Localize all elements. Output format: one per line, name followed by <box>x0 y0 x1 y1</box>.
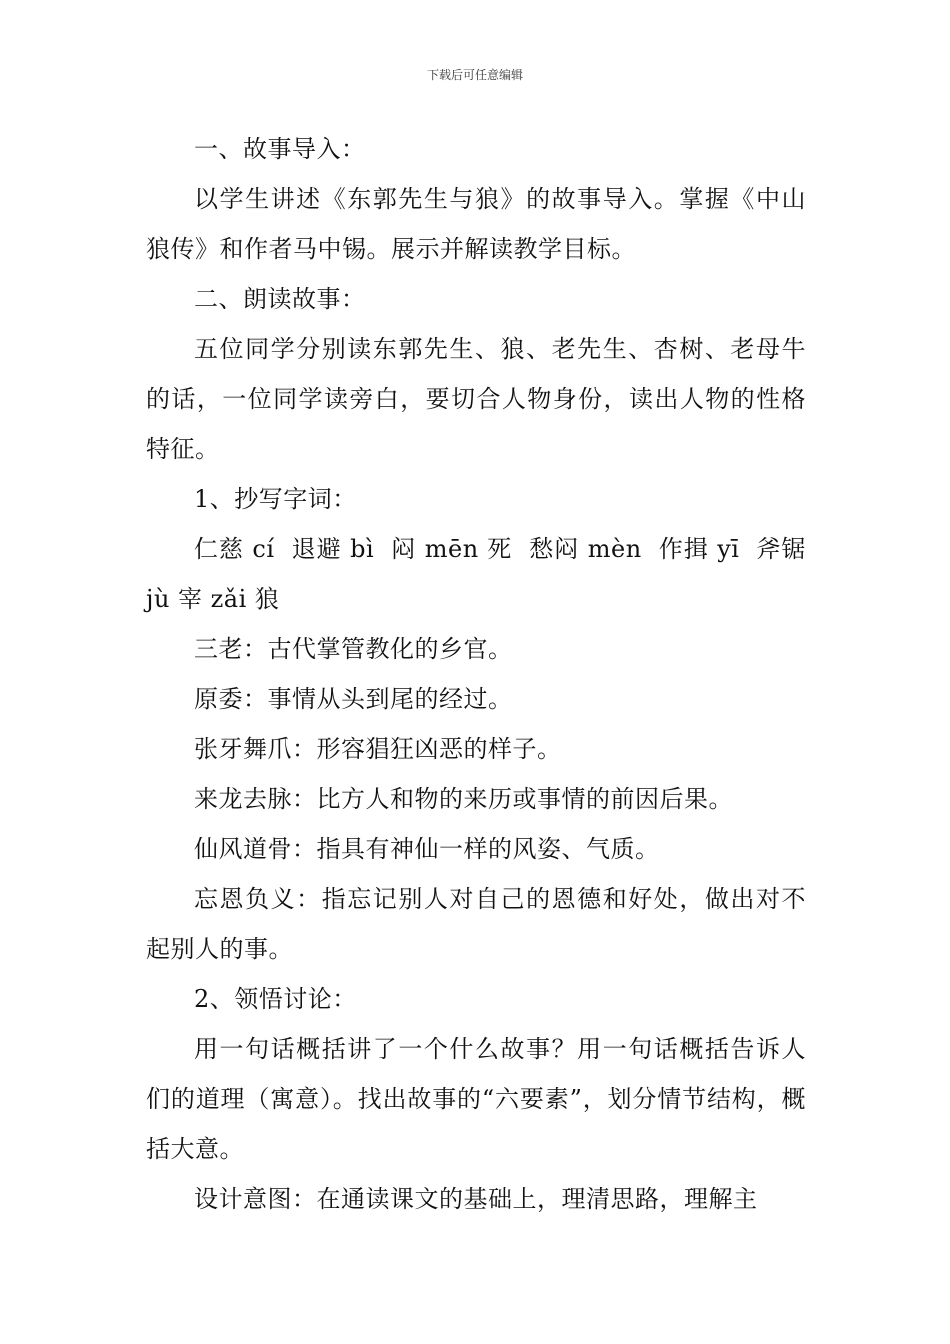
document-body <box>146 124 815 1224</box>
section-heading-reading: 二、朗读故事： <box>194 285 366 313</box>
definition-sanlao: 三老：古代掌管教化的乡官。 <box>194 635 513 663</box>
section-heading-story-intro: 一、故事导入： <box>194 135 366 163</box>
page-header: 下载后可任意编辑 <box>426 68 523 82</box>
definition-zhangyawuzhao: 张牙舞爪：形容猖狂凶恶的样子。 <box>194 735 562 763</box>
definition-xianfengdaogu: 仙风道骨：指具有神仙一样的风姿、气质。 <box>194 835 660 863</box>
subheading-copy-words: 1、抄写字词： <box>194 485 357 513</box>
paragraph-design-intent: 设计意图：在通读课文的基础上，理清思路，理解主 <box>194 1185 758 1213</box>
paragraph-vocabulary-pinyin: 仁慈 cí 退避 bì 闷 mēn 死 愁闷 mèn 作揖 yī 斧锯 jù 宰 zǎi 狼 <box>146 535 815 613</box>
definition-yuanwei: 原委：事情从头到尾的经过。 <box>194 685 513 713</box>
paragraph-reading: 五位同学分别读东郭先生、狼、老先生、杏树、老母牛的话，一位同学读旁白，要切合人物身份，读出人物的性格特征。 <box>146 335 806 463</box>
paragraph-story-intro: 以学生讲述《东郭先生与狼》的故事导入。掌握《中山狼传》和作者马中锡。展示并解读教学目标。 <box>146 185 806 263</box>
subheading-discussion: 2、领悟讨论： <box>194 985 357 1013</box>
paragraph-discussion: 用一句话概括讲了一个什么故事？用一句话概括告诉人们的道理（寓意）。找出故事的“六要素”，划分情节结构，概括大意。 <box>146 1035 806 1163</box>
definition-wangenfuyi: 忘恩负义：指忘记别人对自己的恩德和好处，做出对不起别人的事。 <box>146 885 806 963</box>
definition-lailongqumai: 来龙去脉：比方人和物的来历或事情的前因后果。 <box>194 785 733 813</box>
